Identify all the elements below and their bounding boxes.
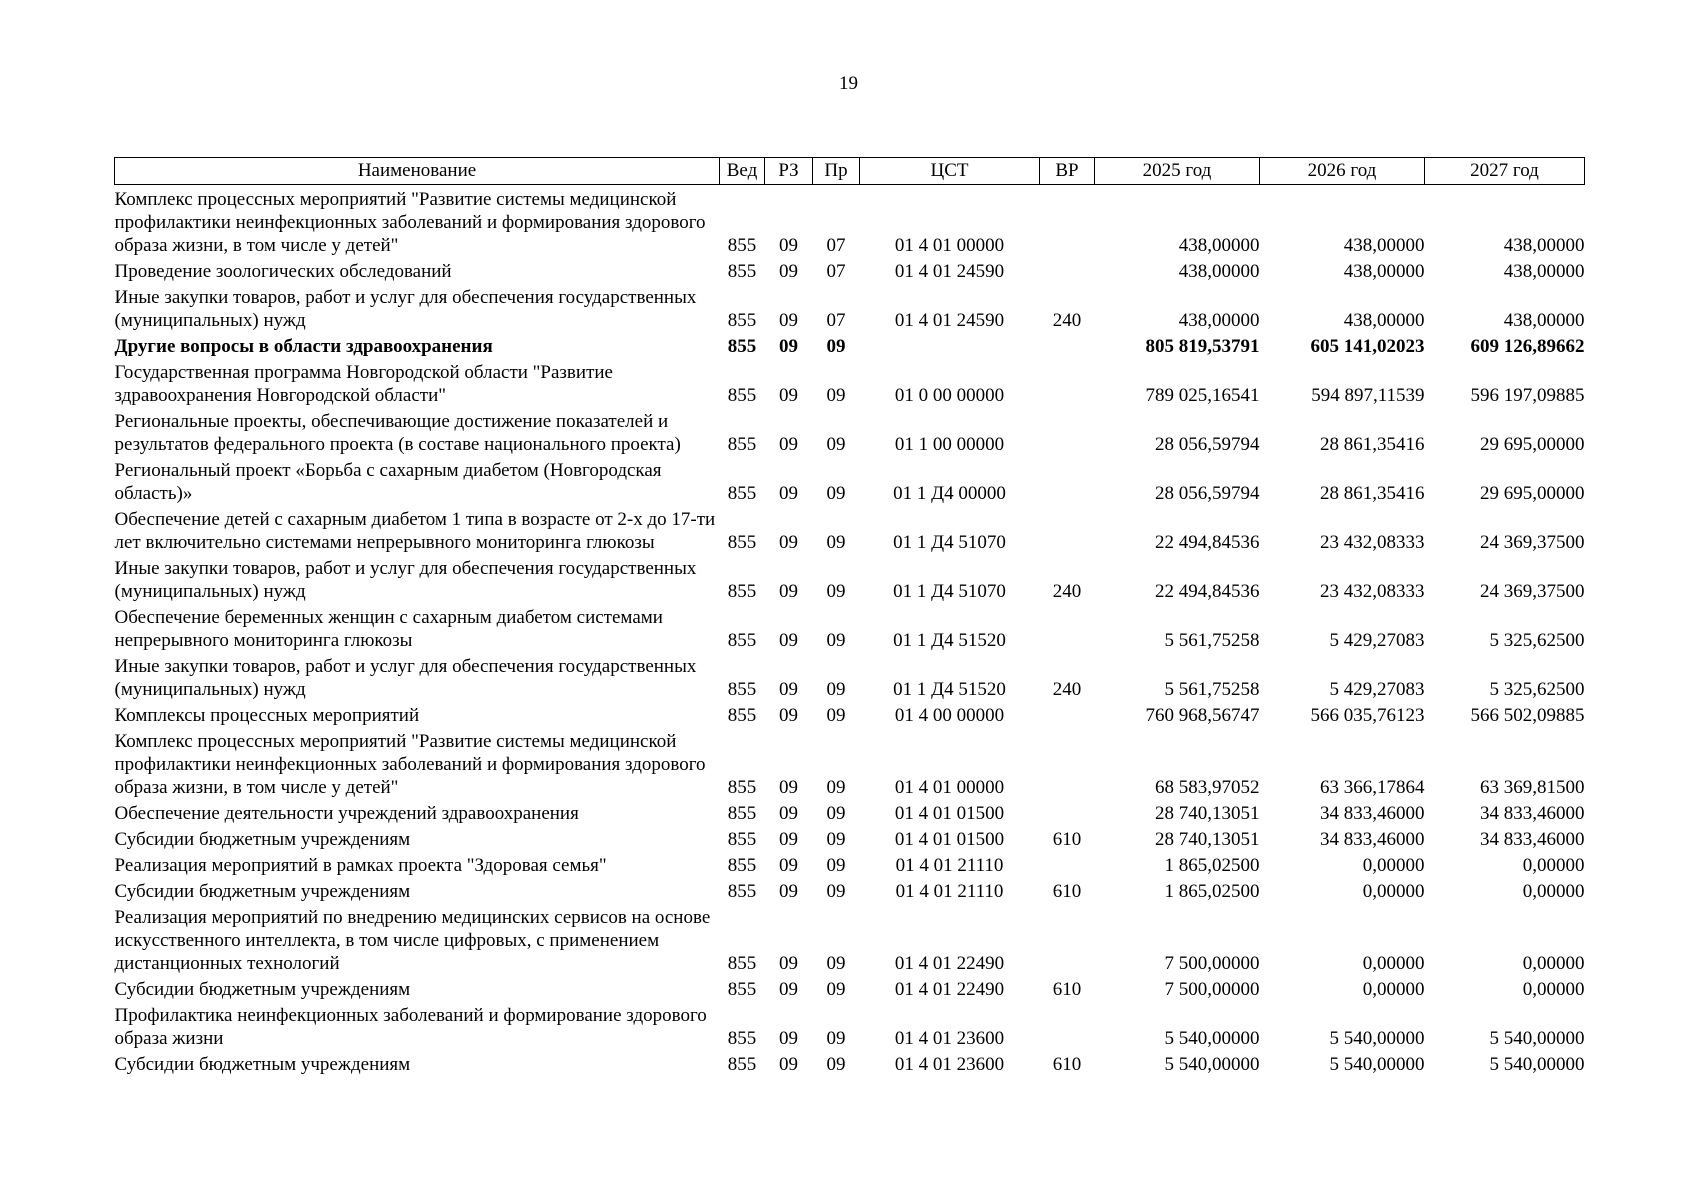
header-pr: Пр <box>813 158 860 185</box>
table-body <box>115 185 1585 1077</box>
cell-y2027: 0,00000 <box>1522 979 1585 1000</box>
cell-name: Комплекс процессных мероприятий "Развитие системы медицинской профилактики неинфекционных заболеваний и формирования здорового образа жизни, в том числе у детей" <box>114 731 706 798</box>
table-row <box>115 1050 1585 1076</box>
cell-rz: 09 <box>779 385 798 406</box>
cell-y2025: 28 056,59794 <box>1155 483 1260 504</box>
cell-rz: 09 <box>779 829 798 850</box>
cell-pr: 09 <box>826 434 846 455</box>
cell-rz: 09 <box>779 483 798 504</box>
table-header-row <box>115 158 1585 185</box>
cell-ved: 855 <box>727 1054 757 1075</box>
cell-y2026: 28 861,35416 <box>1320 434 1425 455</box>
cell-name: Обеспечение деятельности учреждений здравоохранения <box>114 803 579 824</box>
cell-name: Государственная программа Новгородской области "Развитие здравоохранения Новгородской области" <box>114 362 613 406</box>
cell-pr: 09 <box>826 385 846 406</box>
cell-y2026: 438,00000 <box>1343 235 1425 256</box>
cell-y2025: 5 540,00000 <box>1164 1054 1260 1075</box>
cell-y2025: 28 740,13051 <box>1155 803 1260 824</box>
cell-y2026: 438,00000 <box>1343 261 1425 282</box>
table-row <box>115 554 1585 603</box>
table-row <box>115 603 1585 652</box>
cell-y2027: 24 369,37500 <box>1480 532 1585 553</box>
cell-y2027: 0,00000 <box>1522 953 1585 974</box>
cell-name: Проведение зоологических обследований <box>114 261 452 282</box>
budget-table <box>114 157 1585 1076</box>
cell-pr: 09 <box>826 829 846 850</box>
header-cst: ЦСТ <box>860 158 1040 185</box>
cell-pr: 09 <box>826 581 846 602</box>
cell-y2027: 63 369,81500 <box>1480 777 1585 798</box>
cell-rz: 09 <box>779 1054 798 1075</box>
cell-name: Субсидии бюджетным учреждениям <box>114 979 411 1000</box>
cell-pr: 07 <box>826 261 846 282</box>
table-row <box>115 701 1585 727</box>
cell-y2027: 438,00000 <box>1503 235 1585 256</box>
header-ved: Вед <box>720 158 765 185</box>
cell-y2026: 5 540,00000 <box>1329 1054 1425 1075</box>
cell-ved: 855 <box>727 483 757 504</box>
cell-cst: 01 4 01 21110 <box>895 855 1004 876</box>
cell-cst: 01 1 Д4 00000 <box>893 483 1006 504</box>
table-row <box>115 877 1585 903</box>
cell-name: Иные закупки товаров, работ и услуг для обеспечения государственных (муниципальных) нужд <box>114 656 697 700</box>
cell-y2026: 594 897,11539 <box>1311 385 1425 406</box>
cell-rz: 09 <box>779 953 798 974</box>
table-row <box>115 185 1585 258</box>
cell-rz: 09 <box>779 979 798 1000</box>
cell-y2025: 5 561,75258 <box>1164 630 1260 651</box>
cell-cst: 01 4 01 23600 <box>894 1028 1005 1049</box>
cell-name: Реализация мероприятий по внедрению медицинских сервисов на основе искусственного интеллекта, в том числе цифровых, с применением дистанционных технологий <box>114 907 711 974</box>
cell-y2027: 24 369,37500 <box>1480 581 1585 602</box>
cell-cst: 01 4 01 22490 <box>894 953 1005 974</box>
cell-pr: 09 <box>826 881 846 902</box>
cell-y2025: 68 583,97052 <box>1155 777 1260 798</box>
cell-rz: 09 <box>779 235 798 256</box>
cell-y2026: 566 035,76123 <box>1310 705 1425 726</box>
cell-cst: 01 4 01 24590 <box>894 261 1005 282</box>
cell-y2027: 29 695,00000 <box>1480 483 1585 504</box>
table-row <box>115 283 1585 332</box>
cell-y2026: 5 429,27083 <box>1329 679 1425 700</box>
cell-vr <box>1040 456 1095 505</box>
cell-name: Иные закупки товаров, работ и услуг для обеспечения государственных (муниципальных) нужд <box>114 558 697 602</box>
cell-y2025: 7 500,00000 <box>1164 979 1260 1000</box>
cell-rz: 09 <box>779 336 798 357</box>
table-row <box>115 652 1585 701</box>
header-2025: 2025 год <box>1095 158 1260 185</box>
cell-cst: 01 1 Д4 51070 <box>893 581 1006 602</box>
cell-cst: 01 4 01 22490 <box>894 979 1005 1000</box>
cell-y2026: 0,00000 <box>1362 953 1425 974</box>
header-2027: 2027 год <box>1425 158 1585 185</box>
cell-ved: 855 <box>727 532 757 553</box>
cell-cst: 01 0 00 00000 <box>894 385 1005 406</box>
cell-cst: 01 4 01 24590 <box>894 310 1005 331</box>
cell-vr <box>1040 505 1095 554</box>
cell-y2025: 22 494,84536 <box>1155 581 1260 602</box>
table-row <box>115 975 1585 1001</box>
cell-y2026: 605 141,02023 <box>1310 336 1425 357</box>
table-row <box>115 727 1585 799</box>
cell-name: Комплексы процессных мероприятий <box>114 705 420 726</box>
cell-vr: 610 <box>1052 1054 1082 1075</box>
cell-vr <box>1040 1001 1095 1050</box>
cell-vr <box>1040 903 1095 975</box>
cell-cst: 01 4 01 00000 <box>894 777 1005 798</box>
cell-y2026: 5 429,27083 <box>1329 630 1425 651</box>
table-row <box>115 358 1585 407</box>
cell-ved: 855 <box>727 953 757 974</box>
cell-cst: 01 4 01 01500 <box>894 829 1005 850</box>
table-row <box>115 903 1585 975</box>
cell-vr <box>1040 701 1095 727</box>
cell-rz: 09 <box>779 581 798 602</box>
cell-y2027: 0,00000 <box>1522 881 1585 902</box>
cell-y2027: 5 325,62500 <box>1489 630 1585 651</box>
cell-cst: 01 1 00 00000 <box>894 434 1005 455</box>
cell-rz: 09 <box>779 679 798 700</box>
cell-y2026: 23 432,08333 <box>1320 532 1425 553</box>
cell-y2025: 7 500,00000 <box>1164 953 1260 974</box>
cell-ved: 855 <box>727 829 757 850</box>
cell-y2027: 5 540,00000 <box>1489 1028 1585 1049</box>
cell-cst <box>860 332 1040 358</box>
cell-y2025: 789 025,16541 <box>1145 385 1260 406</box>
cell-y2026: 63 366,17864 <box>1320 777 1425 798</box>
cell-y2027: 0,00000 <box>1522 855 1585 876</box>
cell-vr <box>1040 257 1095 283</box>
cell-pr: 09 <box>826 705 846 726</box>
cell-y2026: 0,00000 <box>1362 881 1425 902</box>
cell-vr: 240 <box>1052 679 1082 700</box>
cell-y2027: 34 833,46000 <box>1480 829 1585 850</box>
cell-rz: 09 <box>779 855 798 876</box>
header-2026: 2026 год <box>1260 158 1425 185</box>
cell-pr: 09 <box>826 803 846 824</box>
cell-y2027: 5 540,00000 <box>1489 1054 1585 1075</box>
cell-ved: 855 <box>727 581 757 602</box>
table-row <box>115 505 1585 554</box>
cell-y2026: 34 833,46000 <box>1320 829 1425 850</box>
cell-rz: 09 <box>779 777 798 798</box>
cell-vr: 240 <box>1052 581 1082 602</box>
table-row <box>115 332 1585 358</box>
cell-name: Реализация мероприятий в рамках проекта "Здоровая семья" <box>114 855 607 876</box>
cell-y2025: 1 865,02500 <box>1164 881 1260 902</box>
cell-rz: 09 <box>779 532 798 553</box>
cell-pr: 09 <box>826 777 846 798</box>
page-number: 19 <box>839 73 858 94</box>
cell-y2027: 5 325,62500 <box>1489 679 1585 700</box>
cell-vr: 610 <box>1052 829 1082 850</box>
cell-rz: 09 <box>779 1028 798 1049</box>
cell-pr: 09 <box>826 1028 846 1049</box>
cell-name: Профилактика неинфекционных заболеваний и формирование здорового образа жизни <box>114 1005 707 1049</box>
cell-rz: 09 <box>779 434 798 455</box>
cell-y2025: 438,00000 <box>1178 310 1260 331</box>
cell-y2025: 5 561,75258 <box>1164 679 1260 700</box>
cell-pr: 09 <box>826 679 846 700</box>
cell-vr <box>1040 799 1095 825</box>
cell-pr: 09 <box>826 979 846 1000</box>
cell-ved: 855 <box>727 336 757 357</box>
cell-name: Субсидии бюджетным учреждениям <box>114 1054 411 1075</box>
cell-y2026: 28 861,35416 <box>1320 483 1425 504</box>
cell-vr <box>1040 185 1095 258</box>
cell-y2025: 5 540,00000 <box>1164 1028 1260 1049</box>
cell-y2027: 29 695,00000 <box>1480 434 1585 455</box>
cell-vr <box>1040 358 1095 407</box>
cell-pr: 07 <box>826 235 846 256</box>
cell-cst: 01 4 01 23600 <box>894 1054 1005 1075</box>
cell-name: Иные закупки товаров, работ и услуг для обеспечения государственных (муниципальных) нужд <box>114 287 697 331</box>
cell-cst: 01 4 01 01500 <box>894 803 1005 824</box>
cell-y2025: 28 740,13051 <box>1155 829 1260 850</box>
cell-ved: 855 <box>727 630 757 651</box>
cell-rz: 09 <box>779 881 798 902</box>
cell-ved: 855 <box>727 881 757 902</box>
cell-y2027: 438,00000 <box>1503 310 1585 331</box>
table-row <box>115 1001 1585 1050</box>
cell-ved: 855 <box>727 705 757 726</box>
cell-cst: 01 4 01 00000 <box>894 235 1005 256</box>
cell-vr <box>1040 727 1095 799</box>
table-row <box>115 456 1585 505</box>
cell-vr <box>1040 332 1095 358</box>
cell-y2025: 438,00000 <box>1178 235 1260 256</box>
cell-name: Региональные проекты, обеспечивающие достижение показателей и результатов федерального проекта (в составе национального проекта) <box>114 411 681 455</box>
cell-rz: 09 <box>779 630 798 651</box>
cell-pr: 09 <box>826 1054 846 1075</box>
table-row <box>115 799 1585 825</box>
cell-ved: 855 <box>727 777 757 798</box>
cell-vr: 240 <box>1052 310 1082 331</box>
table-row <box>115 407 1585 456</box>
cell-ved: 855 <box>727 1028 757 1049</box>
cell-ved: 855 <box>727 235 757 256</box>
cell-y2027: 438,00000 <box>1503 261 1585 282</box>
cell-name: Обеспечение беременных женщин с сахарным диабетом системами непрерывного мониторинга глюкозы <box>114 607 663 651</box>
cell-ved: 855 <box>727 679 757 700</box>
cell-cst: 01 1 Д4 51520 <box>893 679 1006 700</box>
cell-ved: 855 <box>727 434 757 455</box>
cell-pr: 09 <box>826 532 846 553</box>
cell-cst: 01 1 Д4 51070 <box>893 532 1006 553</box>
cell-y2026: 438,00000 <box>1343 310 1425 331</box>
cell-vr <box>1040 407 1095 456</box>
cell-pr: 09 <box>826 630 846 651</box>
header-name: Наименование <box>115 158 720 185</box>
table-row <box>115 825 1585 851</box>
cell-rz: 09 <box>779 705 798 726</box>
cell-vr: 610 <box>1052 881 1082 902</box>
cell-name: Обеспечение детей с сахарным диабетом 1 типа в возрасте от 2-х до 17-ти лет включительно системами непрерывного мониторинга глюкозы <box>114 509 716 553</box>
cell-name: Субсидии бюджетным учреждениям <box>114 881 411 902</box>
cell-ved: 855 <box>727 855 757 876</box>
cell-name: Региональный проект «Борьба с сахарным диабетом (Новгородская область)» <box>114 460 662 504</box>
cell-name: Комплекс процессных мероприятий "Развитие системы медицинской профилактики неинфекционных заболеваний и формирования здорового образа жизни, в том числе у детей" <box>114 189 706 256</box>
cell-rz: 09 <box>779 310 798 331</box>
cell-y2026: 0,00000 <box>1362 979 1425 1000</box>
cell-ved: 855 <box>727 385 757 406</box>
cell-rz: 09 <box>779 261 798 282</box>
cell-ved: 855 <box>727 803 757 824</box>
cell-pr: 09 <box>826 336 846 357</box>
cell-vr <box>1040 603 1095 652</box>
cell-cst: 01 1 Д4 51520 <box>893 630 1006 651</box>
cell-y2025: 760 968,56747 <box>1145 705 1260 726</box>
header-rz: РЗ <box>765 158 813 185</box>
cell-y2026: 0,00000 <box>1362 855 1425 876</box>
table-row <box>115 851 1585 877</box>
cell-vr <box>1040 851 1095 877</box>
cell-y2027: 596 197,09885 <box>1470 385 1585 406</box>
cell-y2027: 34 833,46000 <box>1480 803 1585 824</box>
cell-pr: 09 <box>826 855 846 876</box>
cell-y2025: 805 819,53791 <box>1145 336 1260 357</box>
cell-ved: 855 <box>727 979 757 1000</box>
cell-vr: 610 <box>1052 979 1082 1000</box>
table-row <box>115 257 1585 283</box>
cell-ved: 855 <box>727 310 757 331</box>
cell-rz: 09 <box>779 803 798 824</box>
cell-y2025: 1 865,02500 <box>1164 855 1260 876</box>
cell-y2025: 22 494,84536 <box>1155 532 1260 553</box>
cell-y2025: 438,00000 <box>1178 261 1260 282</box>
cell-name: Другие вопросы в области здравоохранения <box>114 336 493 357</box>
cell-y2025: 28 056,59794 <box>1155 434 1260 455</box>
cell-ved: 855 <box>727 261 757 282</box>
cell-pr: 09 <box>826 483 846 504</box>
cell-cst: 01 4 00 00000 <box>894 705 1005 726</box>
header-vr: ВР <box>1040 158 1095 185</box>
cell-y2026: 23 432,08333 <box>1320 581 1425 602</box>
cell-y2026: 34 833,46000 <box>1320 803 1425 824</box>
cell-y2027: 609 126,89662 <box>1470 336 1585 357</box>
cell-pr: 09 <box>826 953 846 974</box>
cell-pr: 07 <box>826 310 846 331</box>
cell-y2027: 566 502,09885 <box>1470 705 1585 726</box>
cell-cst: 01 4 01 21110 <box>895 881 1004 902</box>
cell-name: Субсидии бюджетным учреждениям <box>114 829 411 850</box>
cell-y2026: 5 540,00000 <box>1329 1028 1425 1049</box>
